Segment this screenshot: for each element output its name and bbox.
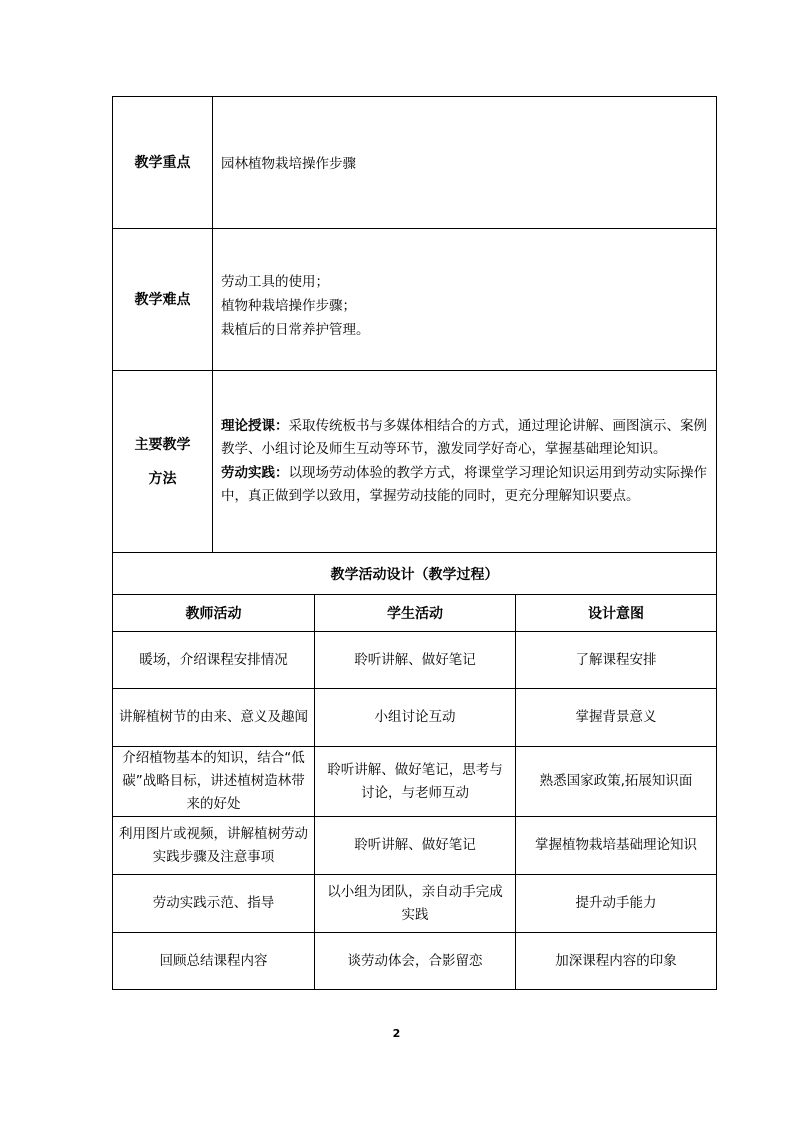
header-design-intent: 设计意图	[516, 595, 717, 632]
table-row	[113, 933, 717, 990]
table-row	[113, 747, 717, 817]
student-activity-cell: 聆听讲解、做好笔记，思考与讨论，与老师互动	[315, 747, 516, 817]
design-intent-cell: 了解课程安排	[516, 632, 717, 689]
teacher-activity-cell: 介绍植物基本的知识，结合“低碳”战略目标，讲述植树造林带来的好处	[113, 747, 315, 817]
table-row	[113, 875, 717, 933]
table-row	[113, 689, 717, 747]
methods-content	[213, 371, 717, 553]
practice-title: 劳动实践：	[221, 464, 289, 481]
design-intent-cell: 掌握植物栽培基础理论知识	[516, 817, 717, 875]
design-intent-cell: 掌握背景意义	[516, 689, 717, 747]
difficulties-line: 植物种栽培操作步骤；	[221, 297, 356, 314]
difficulties-line: 栽植后的日常养护管理。	[221, 321, 370, 338]
lesson-plan-table	[112, 96, 717, 990]
design-intent-cell: 熟悉国家政策,拓展知识面	[516, 747, 717, 817]
activity-section-title: 教学活动设计（教学过程）	[113, 553, 717, 595]
teacher-activity-cell: 回顾总结课程内容	[113, 933, 315, 990]
difficulties-content	[213, 229, 717, 371]
teacher-activity-cell: 利用图片或视频，讲解植树劳动实践步骤及注意事项	[113, 817, 315, 875]
header-student-activity: 学生活动	[315, 595, 516, 632]
methods-label-line2: 方法	[148, 470, 177, 487]
student-activity-cell: 谈劳动体会，合影留恋	[315, 933, 516, 990]
theory-title: 理论授课：	[221, 417, 289, 434]
activity-section-title-row	[113, 553, 717, 595]
difficulties-row	[113, 229, 717, 371]
methods-label	[113, 371, 213, 553]
theory-paragraph	[221, 415, 708, 462]
difficulties-line: 劳动工具的使用；	[221, 273, 329, 290]
design-intent-cell: 加深课程内容的印象	[516, 933, 717, 990]
student-activity-cell: 聆听讲解、做好笔记	[315, 817, 516, 875]
page-number: 2	[392, 1027, 401, 1040]
theory-text: 采取传统板书与多媒体相结合的方式，通过理论讲解、画图演示、案例教学、小组讨论及师生互动等环节，激发同学好奇心，掌握基础理论知识。	[221, 417, 707, 457]
teacher-activity-cell: 讲解植树节的由来、意义及趣闻	[113, 689, 315, 747]
teacher-activity-cell: 劳动实践示范、指导	[113, 875, 315, 933]
activity-header-row	[113, 595, 717, 632]
methods-label-line1: 主要教学	[134, 436, 191, 453]
teacher-activity-cell: 暖场，介绍课程安排情况	[113, 632, 315, 689]
student-activity-cell: 小组讨论互动	[315, 689, 516, 747]
student-activity-cell: 聆听讲解、做好笔记	[315, 632, 516, 689]
key-points-content	[213, 97, 717, 229]
methods-row	[113, 371, 717, 553]
difficulties-label: 教学难点	[113, 229, 213, 371]
table-row	[113, 817, 717, 875]
key-points-label: 教学重点	[113, 97, 213, 229]
table-row	[113, 632, 717, 689]
header-teacher-activity: 教师活动	[113, 595, 315, 632]
practice-text: 以现场劳动体验的教学方式，将课堂学习理论知识运用到劳动实际操作中，真正做到学以致用，掌握劳动技能的同时，更充分理解知识要点。	[221, 464, 707, 504]
key-points-line: 园林植物栽培操作步骤	[221, 156, 356, 172]
student-activity-cell: 以小组为团队，亲自动手完成实践	[315, 875, 516, 933]
practice-paragraph	[221, 462, 708, 509]
design-intent-cell: 提升动手能力	[516, 875, 717, 933]
key-points-row	[113, 97, 717, 229]
